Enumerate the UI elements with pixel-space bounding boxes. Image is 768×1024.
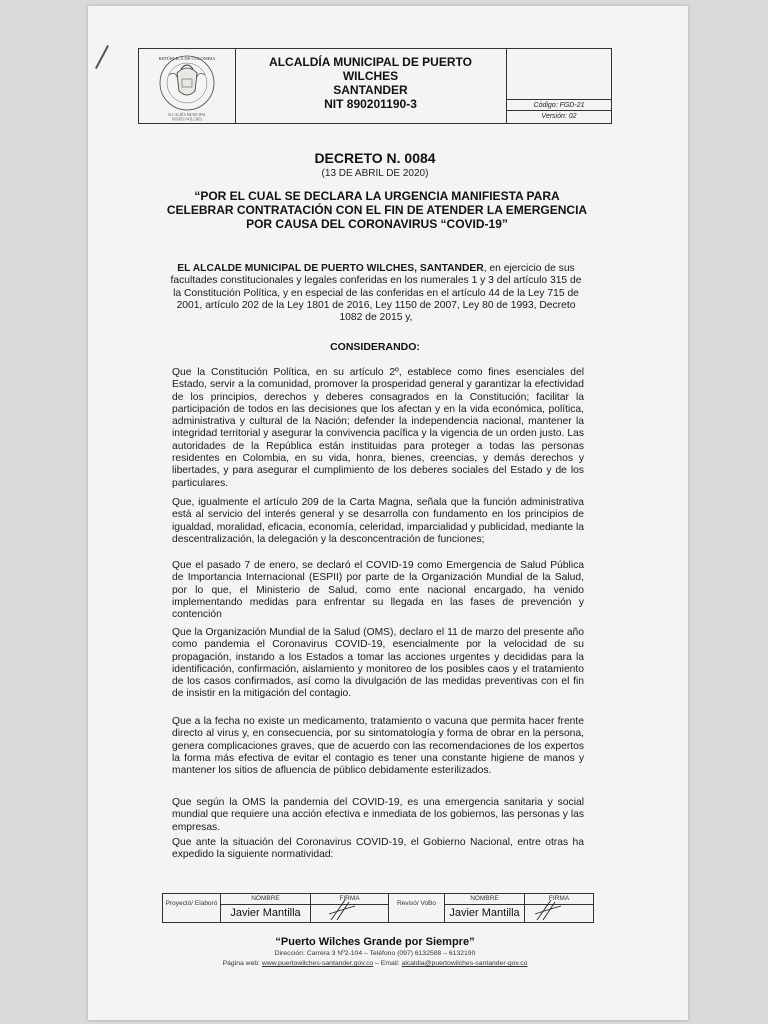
reviewer-role: Revisó/ VoBo — [396, 900, 437, 907]
header-title — [235, 49, 507, 123]
preparer-role: Proyectó/ Elaboró — [165, 900, 218, 907]
decree-number: DECRETO N. 0084 — [314, 150, 436, 166]
intro-paragraph — [170, 263, 582, 324]
email-link[interactable]: alcaldia@puertowilches-santander-gov.co — [401, 960, 528, 967]
document-version: Versión: 02 — [507, 110, 611, 122]
name-header: NOMBRE — [251, 895, 280, 902]
header-code-cell — [507, 49, 611, 123]
preparer-role-cell — [163, 894, 221, 922]
seal-top-text: REPÚBLICA DE COLOMBIA — [158, 56, 216, 61]
body-paragraph: Que a la fecha no existe un medicamento, tratamiento o vacuna que permita hacer frente directo al virus y, en consecuencia, por su sintomatología y forma de obrar en la persona, genera complicaciones graves, que de acuerdo con las recomendaciones de los expertos la forma más efectiva de evitar el contagio es tener una constante higiene de manos y mantener los sitios de afluencia de público debidamente esterilizados. — [172, 716, 584, 777]
signature-table — [162, 893, 594, 923]
web-label: Página web: — [222, 960, 262, 967]
handwritten-signature-icon — [311, 894, 389, 922]
footer-slogan: “Puerto Wilches Grande por Siempre” — [275, 936, 475, 948]
intro-authority: EL ALCALDE MUNICIPAL DE PUERTO WILCHES, SANTANDER — [177, 263, 484, 274]
svg-text:PUERTO WILCHES: PUERTO WILCHES — [171, 117, 203, 122]
header-title-line: SANTANDER — [333, 83, 408, 97]
intro-text: , en ejercicio de sus facultades constitucionales y legales conferidas en los numerales 1 y 3 del artículo 315 de la Constitución Política, y en especial de las conferidas en el artículo 44 de la Ley 715 de 2001, artículo 202 de la Ley 1801 de 2016, Ley 1150 de 2007, Ley 80 de 1993, Decreto 1082 de 2015 y, — [170, 263, 582, 324]
header-title-line: ALCALDÍA MUNICIPAL DE PUERTO — [269, 55, 472, 69]
body-paragraph: Que ante la situación del Coronavirus COVID-19, el Gobierno Nacional, entre otras ha expedido la siguiente normatividad: — [172, 837, 584, 861]
reviewer-signature-cell — [525, 894, 593, 922]
document-code: Código: FGD-21 — [507, 99, 611, 111]
seal-bottom-text: ALCALDÍA MUNICIPAL — [167, 113, 207, 117]
body-paragraph: Que la Organización Mundial de la Salud (OMS), declaro el 11 de marzo del presente año como pandemia el Coronavirus COVID-19, esencialmente por la velocidad de su propagación, instando a los Estados a tomar las acciones urgentes y decididas para la identificación, confirmación, aislamiento y monitoreo de los posibles caos y el tratamiento de los casos confirmados, así como la divulgación de las medidas preventivas con el fin de insistir en la mitigación del contagio. — [172, 627, 584, 700]
reviewer-role-cell — [389, 894, 445, 922]
header-nit: NIT 890201190-3 — [324, 97, 417, 111]
signature-header: FIRMA — [339, 895, 360, 902]
name-header: NOMBRE — [470, 895, 499, 902]
signature-header: FIRMA — [548, 895, 570, 902]
body-paragraph: Que, igualmente el artículo 209 de la Carta Magna, señala que la función administrativa está al servicio del interés general y se desarrolla con fundamento en los principios de igualdad, moralidad, eficacia, economía, celeridad, imparcialidad y publicidad, mediante la descentralización, la delegación y la desconcentración de funciones; — [172, 497, 584, 545]
decree-date: (13 DE ABRIL DE 2020) — [321, 168, 429, 179]
body-paragraph: Que el pasado 7 de enero, se declaró el COVID-19 como Emergencia de Salud Pública de Importancia Internacional (ESPII) por parte de la Organización Mundial de la Salud, por lo que, el Ministerio de Salud, como ente nacional encargado, ha venido implementando medidas para enfrentar su llegada en las fases de prevención y contención — [172, 560, 584, 621]
footer-web — [138, 960, 612, 967]
reviewer-name-cell — [445, 894, 525, 922]
seal-icon — [139, 49, 235, 123]
handwritten-signature-icon — [525, 894, 593, 922]
decree-headline: “POR EL CUAL SE DECLARA LA URGENCIA MANIFIESTA PARA CELEBRAR CONTRATACIÓN CON EL FIN DE ATENDER LA EMERGENCIA POR CAUSA DEL CORONAVIRUS “COVID-19” — [166, 189, 588, 231]
preparer-signature-cell — [311, 894, 389, 922]
coat-of-arms-logo — [139, 49, 236, 123]
preparer-name-cell — [221, 894, 311, 922]
document-header — [138, 48, 612, 124]
body-paragraph: Que la Constitución Política, en su artículo 2º, establece como fines esenciales del Estado, servir a la comunidad, promover la prosperidad general y garantizar la efectividad de los principios, derechos y deberes consagrados en la Constitución; facilitar la participación de todos en las decisiones que los afectan y en la vida económica, política, administrativa y cultural de la Nación; defender la independencia nacional, mantener la integridad territorial y asegurar la convivencia pacífica y la vigencia de un orden justo. Las autoridades de la República están instituidas para proteger a todas las personas residentes en Colombia, en su vida, honra, bienes, creencias, y demás derechos y libertades, y para asegurar el cumplimiento de los deberes sociales del Estado y de los particulares. — [172, 367, 584, 489]
reviewer-name: Javier Mantilla — [449, 907, 520, 919]
body-paragraph: Que según la OMS la pandemia del COVID-19, es una emergencia sanitaria y social mundial que requiere una acción efectiva e inmediata de los gobiernos, las personas y las empresas. — [172, 797, 584, 833]
preparer-name: Javier Mantilla — [230, 907, 301, 919]
header-title-line: WILCHES — [342, 69, 399, 83]
footer-address: Dirección: Carrera 3 Nº2-104 – Teléfono (097) 6132588 – 6132190 — [274, 950, 476, 957]
website-link[interactable]: www.puertowilches-santander.gov.co — [261, 960, 374, 967]
email-separator: – Email: — [373, 960, 402, 967]
considerando-heading: CONSIDERANDO: — [330, 341, 420, 353]
